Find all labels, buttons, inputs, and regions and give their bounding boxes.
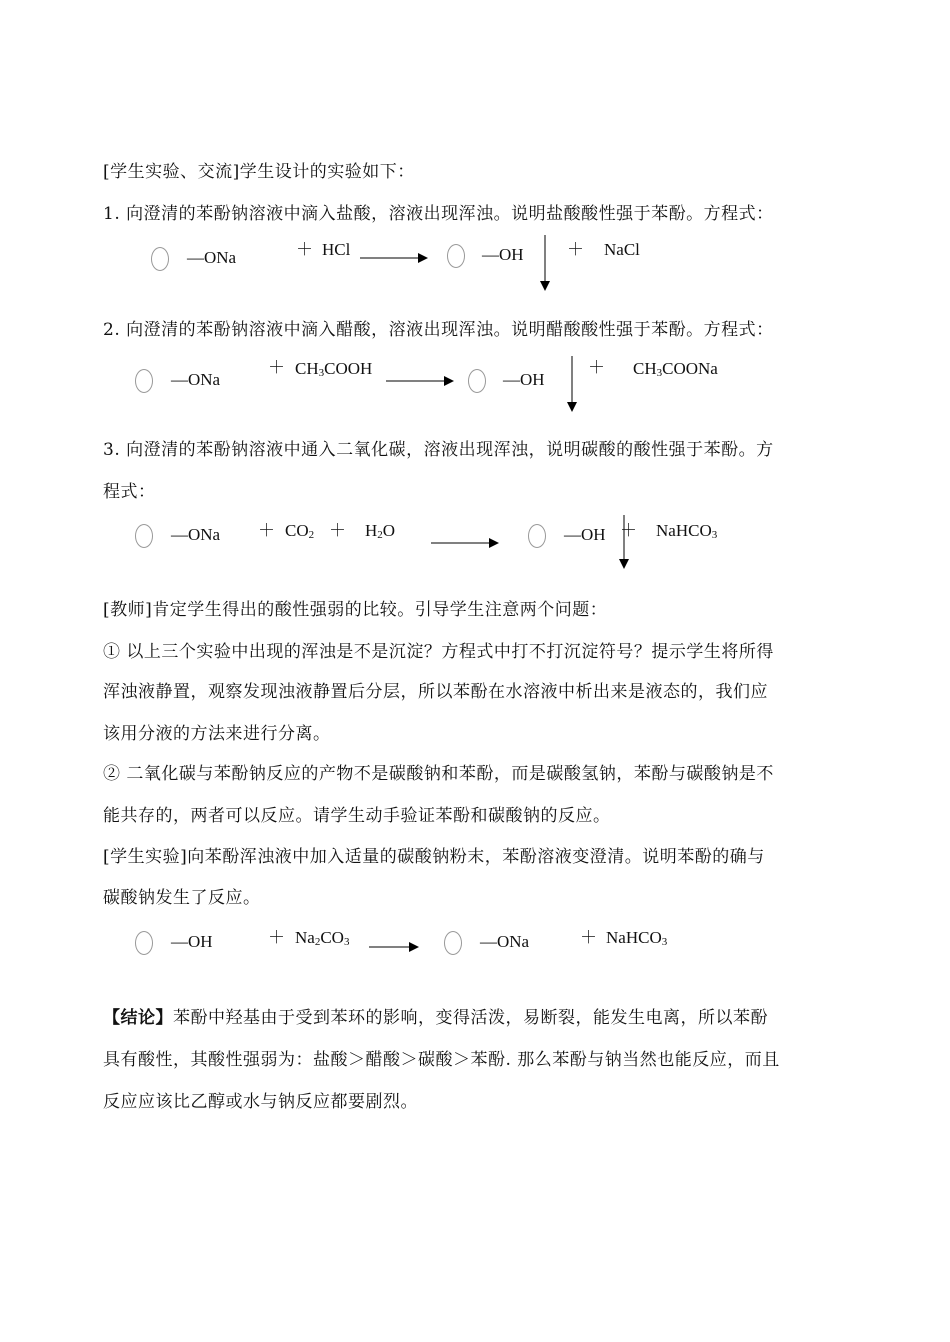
conclusion-line3: 反应应该比乙醇或水与钠反应都要剧烈。 bbox=[103, 1092, 418, 1112]
benzene-ring-icon bbox=[151, 247, 169, 271]
exp4-plus: ＋ bbox=[268, 928, 285, 947]
exp2-ona: —ONa bbox=[171, 370, 221, 389]
exp1-ona: —ONa bbox=[187, 248, 237, 267]
reaction-arrow-icon bbox=[369, 941, 421, 953]
exp2-text: 2. 向澄清的苯酚钠溶液中滴入醋酸，溶液出现浑浊。说明醋酸酸性强于苯酚。方程式： bbox=[103, 320, 774, 340]
exp4-ona: —ONa bbox=[480, 932, 530, 951]
exp3-reagent1: $CO_2$ bbox=[285, 521, 315, 541]
benzene-ring-icon bbox=[135, 369, 153, 393]
exp3-plus3: ＋ bbox=[620, 521, 637, 540]
conclusion-label: 【结论】 bbox=[103, 1008, 173, 1028]
note1-line2: 浑浊液静置，观察发现浊液静置后分层，所以苯酚在水溶液中析出来是液态的，我们应 bbox=[103, 682, 768, 702]
exp2-plus2: ＋ bbox=[588, 358, 605, 377]
teacher-text: [教师]肯定学生得出的酸性强弱的比较。引导学生注意两个问题： bbox=[103, 600, 608, 620]
exp1-text: 1. 向澄清的苯酚钠溶液中滴入盐酸，溶液出现浑浊。说明盐酸酸性强于苯酚。方程式： bbox=[103, 204, 774, 224]
exp4-plus2: ＋ bbox=[580, 928, 597, 947]
benzene-ring-icon bbox=[135, 931, 153, 955]
reaction-arrow-icon bbox=[431, 537, 501, 549]
exp3-product: NaHCO$_3$ bbox=[656, 521, 718, 541]
exp2-reagent: $CH_3COOH$ bbox=[295, 359, 373, 379]
exp3-reagent2: $H_2O$ bbox=[365, 521, 396, 541]
reaction-arrow-icon bbox=[386, 375, 456, 387]
reaction-arrow-icon bbox=[360, 252, 430, 264]
intro-text: [学生实验、交流]学生设计的实验如下： bbox=[103, 162, 415, 182]
exp1-plus2: ＋ bbox=[567, 240, 584, 259]
student-exp-line2: 碳酸钠发生了反应。 bbox=[103, 888, 261, 908]
exp2-plus: ＋ bbox=[268, 358, 285, 377]
conclusion-line1: 【结论】苯酚中羟基由于受到苯环的影响，变得活泼，易断裂，能发生电离，所以苯酚 bbox=[103, 1008, 768, 1028]
note1-line1: ① 以上三个实验中出现的浑浊是不是沉淀？方程式中打不打沉淀符号？提示学生将所得 bbox=[103, 642, 774, 662]
benzene-ring-icon bbox=[468, 369, 486, 393]
benzene-ring-icon bbox=[444, 931, 462, 955]
note1-line3: 该用分液的方法来进行分离。 bbox=[103, 724, 331, 744]
benzene-ring-icon bbox=[447, 244, 465, 268]
student-exp-line1: [学生实验]向苯酚浑浊液中加入适量的碳酸钠粉末，苯酚溶液变澄清。说明苯酚的确与 bbox=[103, 847, 765, 867]
exp3-plus2: ＋ bbox=[329, 521, 346, 540]
exp4-oh: —OH bbox=[171, 932, 213, 951]
conclusion-line2: 具有酸性，其酸性强弱为：盐酸＞醋酸＞碳酸＞苯酚. 那么苯酚与钠当然也能反应，而且 bbox=[103, 1050, 780, 1070]
note2-line2: 能共存的，两者可以反应。请学生动手验证苯酚和碳酸钠的反应。 bbox=[103, 806, 611, 826]
precipitate-arrow-icon bbox=[539, 235, 551, 293]
exp1-reagent: HCl bbox=[322, 240, 351, 259]
exp2-oh: —OH bbox=[503, 370, 545, 389]
exp3-plus: ＋ bbox=[258, 521, 275, 540]
exp4-product: NaHCO$_3$ bbox=[606, 928, 668, 948]
note2-line1: ② 二氧化碳与苯酚钠反应的产物不是碳酸钠和苯酚，而是碳酸氢钠，苯酚与碳酸钠是不 bbox=[103, 764, 774, 784]
exp3-ona: —ONa bbox=[171, 525, 221, 544]
exp3-text-line1: 3. 向澄清的苯酚钠溶液中通入二氧化碳，溶液出现浑浊，说明碳酸的酸性强于苯酚。方 bbox=[103, 440, 774, 460]
exp4-reagent: $Na_2CO_3$ bbox=[295, 928, 350, 948]
exp2-product: $CH_3COONa$ bbox=[633, 359, 718, 379]
exp1-oh: —OH bbox=[482, 245, 524, 264]
exp1-product: NaCl bbox=[604, 240, 640, 259]
exp3-oh: —OH bbox=[564, 525, 606, 544]
exp3-text-line2: 程式： bbox=[103, 482, 156, 502]
benzene-ring-icon bbox=[135, 524, 153, 548]
exp1-plus: ＋ bbox=[296, 240, 313, 259]
precipitate-arrow-icon bbox=[566, 356, 578, 414]
benzene-ring-icon bbox=[528, 524, 546, 548]
